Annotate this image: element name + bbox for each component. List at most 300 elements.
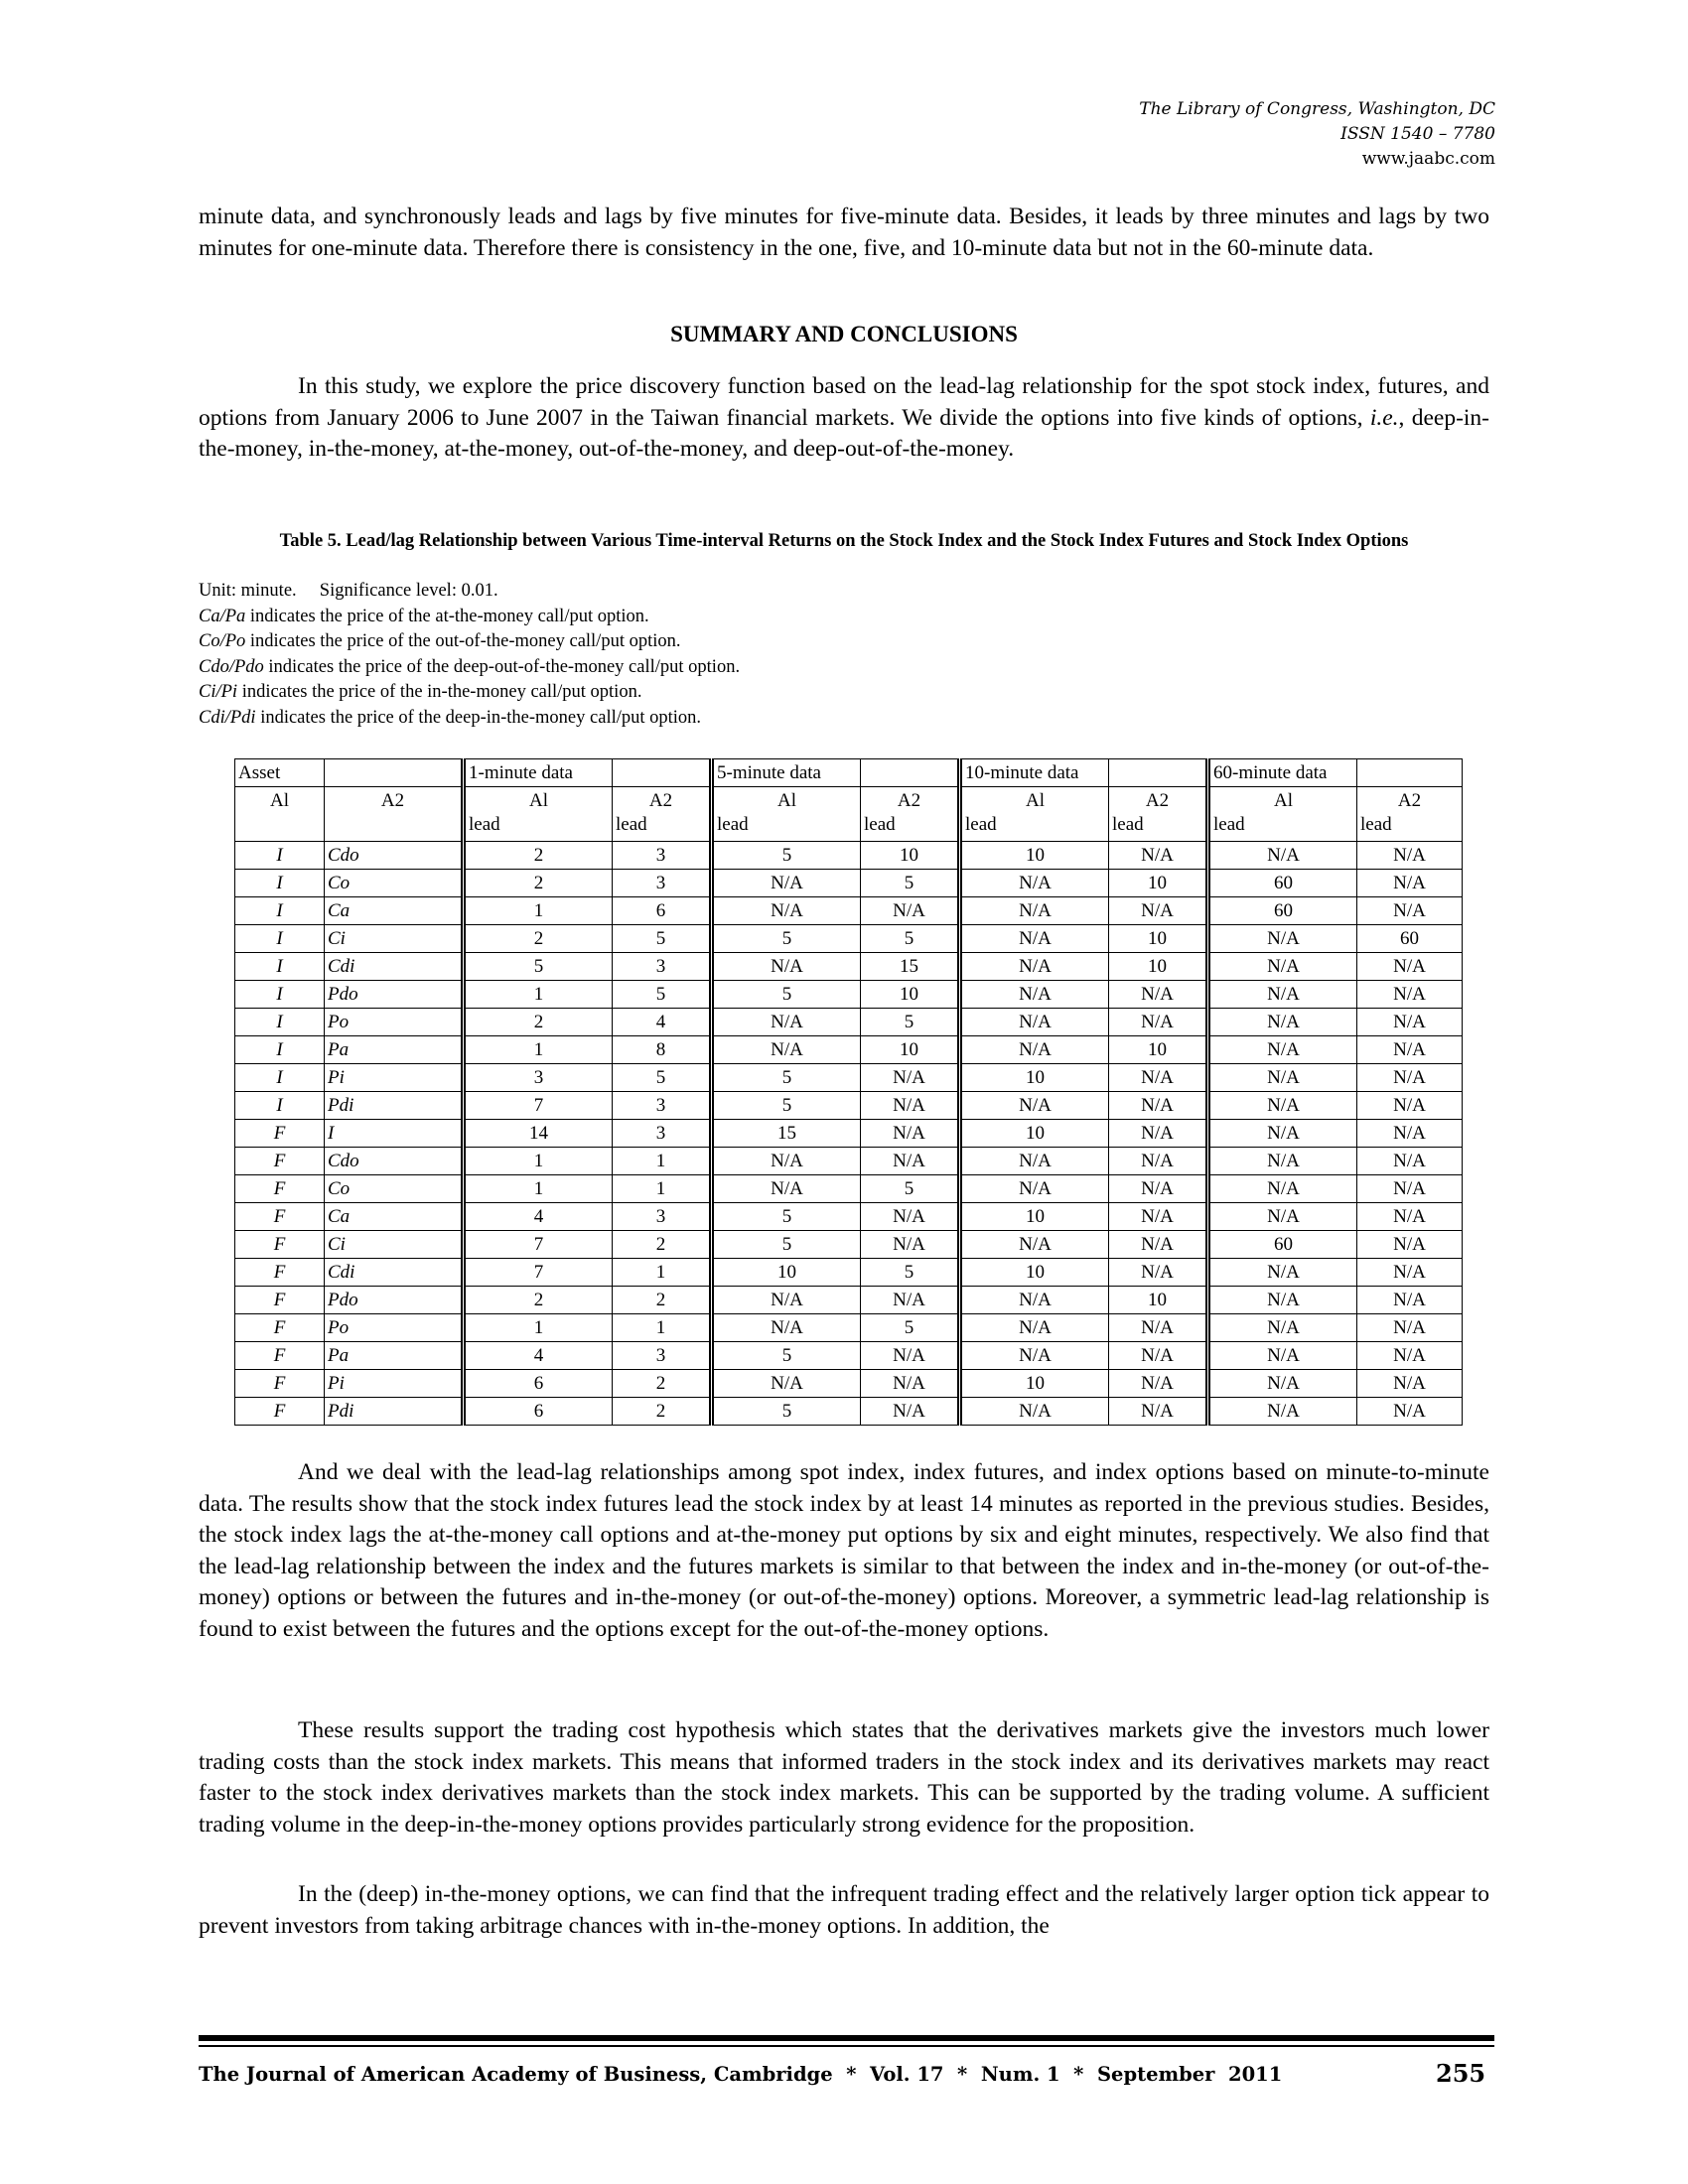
header-issn: ISSN 1540 – 7780	[1340, 124, 1495, 144]
lead-value-cell: 5	[712, 1342, 861, 1370]
table-row	[235, 1342, 1463, 1370]
asset-a1-cell: I	[235, 842, 325, 870]
summary-text-ie: i.e.	[1369, 404, 1399, 431]
lead-value-cell: N/A	[712, 1287, 861, 1314]
lead-value-cell: 5	[613, 925, 712, 953]
lead-value-cell: N/A	[1109, 1203, 1208, 1231]
table-row	[235, 1120, 1463, 1148]
lead-value-cell: 10	[960, 842, 1109, 870]
lead-value-cell: 3	[464, 1064, 613, 1092]
note-code: Co/Po	[199, 631, 246, 651]
lead-value-cell: 2	[613, 1231, 712, 1259]
lead-value-cell: N/A	[861, 1148, 960, 1175]
lead-value-cell: N/A	[1208, 981, 1357, 1009]
lead-value-cell: 7	[464, 1259, 613, 1287]
lead-value-cell: 5	[861, 870, 960, 897]
group-header-row	[235, 759, 1463, 787]
lead-value-cell: N/A	[960, 1231, 1109, 1259]
header-asset: Asset	[235, 759, 325, 787]
note-line	[199, 629, 740, 655]
lead-value-cell: 6	[464, 1370, 613, 1398]
lead-value-cell: 3	[613, 1120, 712, 1148]
note-text: indicates the price of the deep-out-of-the-money call/put option.	[263, 656, 741, 677]
lead-value-cell: 4	[464, 1203, 613, 1231]
table-row	[235, 1009, 1463, 1036]
header-a2-lead-bottom: lead	[1112, 814, 1144, 835]
asset-a1-cell: I	[235, 925, 325, 953]
asset-a2-cell: Cdi	[325, 953, 464, 981]
lead-value-cell: N/A	[960, 1342, 1109, 1370]
asset-a1-cell: F	[235, 1203, 325, 1231]
lead-value-cell: 8	[613, 1036, 712, 1064]
lead-value-cell: N/A	[712, 1314, 861, 1342]
header-blank	[1109, 759, 1208, 787]
header-a2-lead-bottom: lead	[1360, 814, 1392, 835]
lead-value-cell: 5	[712, 1092, 861, 1120]
lead-value-cell: 10	[960, 1370, 1109, 1398]
lead-value-cell: N/A	[712, 1148, 861, 1175]
asset-a1-cell: F	[235, 1231, 325, 1259]
table-row	[235, 1203, 1463, 1231]
asset-a1-cell: F	[235, 1342, 325, 1370]
footer-journal: The Journal of American Academy of Business, Cambridge * Vol. 17 * Num. 1 * September 2011	[199, 2063, 1283, 2086]
lead-value-cell: N/A	[712, 870, 861, 897]
lead-value-cell: 4	[613, 1009, 712, 1036]
lead-value-cell: N/A	[960, 1036, 1109, 1064]
header-a2-lead-top: A2	[897, 790, 921, 811]
lead-value-cell: N/A	[712, 1175, 861, 1203]
asset-a2-cell: Pi	[325, 1370, 464, 1398]
sub-header-row	[235, 787, 1463, 842]
lead-value-cell: N/A	[1208, 1064, 1357, 1092]
lead-value-cell: 2	[613, 1398, 712, 1426]
lead-value-cell: 3	[613, 953, 712, 981]
in-the-money-paragraph: In the (deep) in-the-money options, we can find that the infrequent trading effect and the relatively larger option tick appear to prevent investors from taking arbitrage chances with in-the-money options. In addition, the	[199, 1881, 1489, 1939]
asset-a2-cell: Pa	[325, 1342, 464, 1370]
lead-value-cell: 15	[712, 1120, 861, 1148]
table-body	[235, 842, 1463, 1426]
lead-value-cell: 5	[712, 1398, 861, 1426]
asset-a1-cell: I	[235, 953, 325, 981]
table-row	[235, 1370, 1463, 1398]
lead-value-cell: N/A	[861, 1064, 960, 1092]
lead-value-cell: N/A	[1357, 1009, 1463, 1036]
lead-value-cell: N/A	[960, 870, 1109, 897]
asset-a2-cell: Ci	[325, 1231, 464, 1259]
table-row	[235, 981, 1463, 1009]
lead-value-cell: 5	[861, 925, 960, 953]
lead-value-cell: N/A	[1208, 1370, 1357, 1398]
header-a1-lead-bottom: lead	[717, 814, 749, 835]
lead-value-cell: 10	[1109, 1287, 1208, 1314]
header-a1-lead-bottom: lead	[1213, 814, 1245, 835]
asset-a1-cell: F	[235, 1314, 325, 1342]
lead-value-cell: N/A	[1109, 1398, 1208, 1426]
lead-value-cell: 7	[464, 1092, 613, 1120]
header-10-minute: 10-minute data	[960, 759, 1109, 787]
lead-value-cell: 1	[613, 1314, 712, 1342]
lead-value-cell: 14	[464, 1120, 613, 1148]
lead-value-cell: 5	[464, 953, 613, 981]
asset-a2-cell: Co	[325, 870, 464, 897]
lead-value-cell: 5	[712, 1203, 861, 1231]
asset-a2-cell: Pi	[325, 1064, 464, 1092]
asset-a1-cell: F	[235, 1259, 325, 1287]
asset-a1-cell: I	[235, 1064, 325, 1092]
lead-value-cell: N/A	[960, 1009, 1109, 1036]
table-row	[235, 1175, 1463, 1203]
header-a1-lead	[712, 787, 861, 842]
lead-value-cell: 10	[960, 1203, 1109, 1231]
lead-value-cell: N/A	[1109, 1120, 1208, 1148]
header-a2-lead	[1357, 787, 1463, 842]
lead-value-cell: N/A	[1357, 1120, 1463, 1148]
lead-value-cell: N/A	[1208, 1009, 1357, 1036]
lead-value-cell: N/A	[1208, 925, 1357, 953]
header-blank	[325, 759, 464, 787]
header-5-minute: 5-minute data	[712, 759, 861, 787]
header-blank	[861, 759, 960, 787]
lead-value-cell: N/A	[712, 897, 861, 925]
lead-value-cell: N/A	[1357, 1064, 1463, 1092]
lead-value-cell: N/A	[861, 1120, 960, 1148]
asset-a2-cell: Pdi	[325, 1398, 464, 1426]
lead-value-cell: N/A	[1357, 842, 1463, 870]
page-number: 255	[1436, 2059, 1486, 2088]
section-heading: SUMMARY AND CONCLUSIONS	[670, 322, 1018, 346]
lead-value-cell: N/A	[1109, 1092, 1208, 1120]
lead-value-cell: 2	[464, 842, 613, 870]
lead-value-cell: N/A	[712, 1009, 861, 1036]
header-a2-lead-top: A2	[1397, 790, 1422, 811]
lead-value-cell: N/A	[1109, 981, 1208, 1009]
lead-value-cell: N/A	[712, 1036, 861, 1064]
lead-value-cell: N/A	[1208, 1120, 1357, 1148]
lead-value-cell: N/A	[1357, 870, 1463, 897]
note-line	[199, 680, 740, 706]
lead-value-cell: 3	[613, 870, 712, 897]
running-header	[1139, 97, 1495, 172]
lead-value-cell: 10	[861, 842, 960, 870]
lead-value-cell: N/A	[1357, 897, 1463, 925]
asset-a1-cell: F	[235, 1175, 325, 1203]
lead-value-cell: N/A	[1357, 1092, 1463, 1120]
lead-value-cell: 10	[861, 981, 960, 1009]
lead-value-cell: N/A	[1357, 1342, 1463, 1370]
lead-value-cell: 10	[1109, 953, 1208, 981]
lead-value-cell: 5	[712, 925, 861, 953]
lead-value-cell: N/A	[1208, 1314, 1357, 1342]
lead-value-cell: 2	[464, 1287, 613, 1314]
note-code: Ci/Pi	[199, 682, 238, 702]
lead-value-cell: N/A	[960, 897, 1109, 925]
lead-value-cell: N/A	[1109, 1342, 1208, 1370]
lead-value-cell: 5	[712, 1064, 861, 1092]
lead-value-cell: N/A	[1109, 1231, 1208, 1259]
lead-value-cell: N/A	[1208, 1092, 1357, 1120]
asset-a1-cell: I	[235, 1092, 325, 1120]
header-a1-lead-bottom: lead	[965, 814, 997, 835]
asset-a1-cell: F	[235, 1120, 325, 1148]
lead-value-cell: N/A	[1357, 1036, 1463, 1064]
header-a1-lead-top: Al	[777, 790, 796, 811]
lead-value-cell: N/A	[1357, 1287, 1463, 1314]
lead-value-cell: N/A	[960, 1287, 1109, 1314]
table-row	[235, 1036, 1463, 1064]
note-text: indicates the price of the deep-in-the-money call/put option.	[255, 707, 702, 728]
note-text: indicates the price of the out-of-the-money call/put option.	[245, 631, 681, 651]
lead-value-cell: N/A	[960, 925, 1109, 953]
lead-value-cell: 10	[1109, 1036, 1208, 1064]
table-row	[235, 1148, 1463, 1175]
lead-value-cell: 7	[464, 1231, 613, 1259]
asset-a2-cell: Cdi	[325, 1259, 464, 1287]
lead-value-cell: 5	[712, 981, 861, 1009]
header-a2-lead-top: A2	[1145, 790, 1170, 811]
asset-a2-cell: Ca	[325, 897, 464, 925]
lead-value-cell: 1	[464, 1314, 613, 1342]
lead-value-cell: 60	[1208, 1231, 1357, 1259]
lead-value-cell: N/A	[960, 1092, 1109, 1120]
lead-value-cell: N/A	[1109, 1370, 1208, 1398]
lead-value-cell: N/A	[1109, 1175, 1208, 1203]
lead-value-cell: N/A	[1357, 1370, 1463, 1398]
lead-value-cell: N/A	[1109, 1259, 1208, 1287]
lead-value-cell: N/A	[1208, 1259, 1357, 1287]
header-blank	[613, 759, 712, 787]
asset-a2-cell: Po	[325, 1009, 464, 1036]
table-row	[235, 1092, 1463, 1120]
lead-value-cell: 1	[613, 1259, 712, 1287]
header-a2-lead	[861, 787, 960, 842]
lead-value-cell: N/A	[861, 897, 960, 925]
lead-value-cell: N/A	[1109, 1009, 1208, 1036]
results-paragraph: And we deal with the lead-lag relationships among spot index, index futures, and index options based on minute-to-minute data. The results show that the stock index futures lead the stock index by at least 14 minutes as reported in the previous studies. Besides, the stock index lags the at-the-money call options and at-the-money put options by six and eight minutes, respectively. We also find that the lead-lag relationship between the index and the futures markets is similar to that between the index and in-the-money (or out-of-the-money) options or between the futures and in-the-money (or out-of-the-money) options. Moreover, a symmetric lead-lag relationship is found to exist between the futures and the options except for the out-of-the-money options.	[199, 1459, 1489, 1642]
lead-value-cell: 1	[464, 897, 613, 925]
header-a2-lead-bottom: lead	[864, 814, 896, 835]
header-url[interactable]: www.jaabc.com	[1361, 149, 1495, 169]
summary-text-before: In this study, we explore the price discovery function based on the lead-lag relationship for the spot stock index, futures, and options from January 2006 to June 2007 in the Taiwan financial markets. We divide the options into five kinds of options,	[199, 373, 1489, 431]
lead-value-cell: 10	[1109, 870, 1208, 897]
asset-a1-cell: I	[235, 897, 325, 925]
lead-value-cell: N/A	[1109, 897, 1208, 925]
note-text: indicates the price of the at-the-money call/put option.	[245, 606, 649, 626]
header-a2-lead	[613, 787, 712, 842]
header-a2-lead	[1109, 787, 1208, 842]
note-code: Ca/Pa	[199, 606, 246, 626]
lead-value-cell: 5	[613, 981, 712, 1009]
lead-value-cell: N/A	[1208, 1148, 1357, 1175]
lead-value-cell: 5	[712, 842, 861, 870]
asset-a1-cell: I	[235, 870, 325, 897]
lead-value-cell: N/A	[1357, 1203, 1463, 1231]
lead-value-cell: N/A	[1208, 1287, 1357, 1314]
lead-value-cell: 5	[861, 1175, 960, 1203]
table-row	[235, 842, 1463, 870]
header-60-minute: 60-minute data	[1208, 759, 1357, 787]
footer-rule-thin	[199, 2045, 1494, 2047]
lead-value-cell: 3	[613, 1203, 712, 1231]
trading-cost-paragraph: These results support the trading cost hypothesis which states that the derivatives markets give the investors much lower trading costs than the stock index markets. This means that informed traders in the stock index and its derivatives markets may react faster to the stock index derivatives markets than the stock index markets. This can be supported by the trading volume. A sufficient trading volume in the deep-in-the-money options provides particularly strong evidence for the proposition.	[199, 1717, 1489, 1838]
asset-a1-cell: F	[235, 1287, 325, 1314]
asset-a2-cell: Ca	[325, 1203, 464, 1231]
lead-value-cell: 1	[613, 1175, 712, 1203]
note-line	[199, 655, 740, 681]
lead-value-cell: 3	[613, 842, 712, 870]
lead-value-cell: N/A	[960, 1175, 1109, 1203]
lead-value-cell: 3	[613, 1342, 712, 1370]
lead-value-cell: N/A	[861, 1203, 960, 1231]
note-code: Cdo/Pdo	[199, 656, 264, 677]
lead-value-cell: N/A	[960, 953, 1109, 981]
lead-value-cell: N/A	[861, 1370, 960, 1398]
asset-a2-cell: Co	[325, 1175, 464, 1203]
header-library: The Library of Congress, Washington, DC	[1139, 99, 1495, 119]
header-a2-lead-top: A2	[648, 790, 673, 811]
header-a1-lead-bottom: lead	[469, 814, 500, 835]
lead-value-cell: 3	[613, 1092, 712, 1120]
lead-value-cell: 5	[861, 1009, 960, 1036]
asset-a2-cell: Po	[325, 1314, 464, 1342]
lead-value-cell: N/A	[1357, 1175, 1463, 1203]
asset-a2-cell: Pdi	[325, 1092, 464, 1120]
asset-a2-cell: Pdo	[325, 1287, 464, 1314]
lead-value-cell: 10	[1109, 925, 1208, 953]
asset-a1-cell: F	[235, 1148, 325, 1175]
lead-value-cell: N/A	[960, 1148, 1109, 1175]
asset-a1-cell: I	[235, 1036, 325, 1064]
lead-value-cell: N/A	[1109, 1148, 1208, 1175]
lead-value-cell: N/A	[1357, 1314, 1463, 1342]
lead-value-cell: N/A	[1357, 1398, 1463, 1426]
lead-value-cell: 1	[464, 1036, 613, 1064]
lead-value-cell: 15	[861, 953, 960, 981]
lead-value-cell: 60	[1208, 897, 1357, 925]
lead-value-cell: N/A	[1208, 842, 1357, 870]
lead-lag-table	[234, 758, 1463, 1426]
table-row	[235, 1064, 1463, 1092]
summary-paragraph	[199, 371, 1489, 466]
lead-value-cell: N/A	[861, 1398, 960, 1426]
header-a1-lead	[464, 787, 613, 842]
lead-value-cell: 2	[613, 1370, 712, 1398]
table-title: Table 5. Lead/lag Relationship between Various Time-interval Returns on the Stock Index and the Stock Index Futures and Stock Index Options	[279, 531, 1409, 551]
lead-value-cell: N/A	[960, 1314, 1109, 1342]
lead-value-cell: N/A	[1357, 981, 1463, 1009]
lead-value-cell: 60	[1357, 925, 1463, 953]
lead-value-cell: 10	[712, 1259, 861, 1287]
footer-rule-thick	[199, 2035, 1494, 2041]
table-row	[235, 1287, 1463, 1314]
asset-a2-cell: Pa	[325, 1036, 464, 1064]
lead-value-cell: N/A	[712, 1370, 861, 1398]
lead-value-cell: 1	[464, 1148, 613, 1175]
note-text: indicates the price of the in-the-money call/put option.	[237, 682, 642, 702]
asset-a1-cell: I	[235, 981, 325, 1009]
lead-value-cell: N/A	[1208, 1203, 1357, 1231]
lead-value-cell: 10	[960, 1259, 1109, 1287]
lead-value-cell: N/A	[1109, 842, 1208, 870]
lead-value-cell: 10	[960, 1120, 1109, 1148]
lead-value-cell: N/A	[1109, 1064, 1208, 1092]
asset-a2-cell: I	[325, 1120, 464, 1148]
lead-value-cell: 1	[464, 1175, 613, 1203]
table-row	[235, 953, 1463, 981]
header-a1: Al	[235, 787, 325, 842]
lead-value-cell: N/A	[1208, 953, 1357, 981]
asset-a2-cell: Pdo	[325, 981, 464, 1009]
table-notes	[199, 579, 740, 731]
lead-value-cell: N/A	[861, 1092, 960, 1120]
lead-value-cell: 2	[464, 1009, 613, 1036]
lead-value-cell: N/A	[1357, 1259, 1463, 1287]
unit-line: Unit: minute. Significance level: 0.01.	[199, 581, 498, 601]
header-a2: A2	[325, 787, 464, 842]
asset-a2-cell: Ci	[325, 925, 464, 953]
asset-a1-cell: F	[235, 1370, 325, 1398]
header-a1-lead	[960, 787, 1109, 842]
lead-value-cell: N/A	[1208, 1342, 1357, 1370]
lead-value-cell: 5	[861, 1314, 960, 1342]
header-a1-lead-top: Al	[529, 790, 548, 811]
table-row	[235, 1398, 1463, 1426]
lead-value-cell: N/A	[712, 953, 861, 981]
asset-a2-cell: Cdo	[325, 842, 464, 870]
asset-a2-cell: Cdo	[325, 1148, 464, 1175]
lead-value-cell: 5	[712, 1231, 861, 1259]
table-row	[235, 925, 1463, 953]
summary-text-after: , deep-in-the-money, in-the-money, at-the-money, out-of-the-money, and deep-out-of-the-money.	[199, 404, 1489, 462]
note-line	[199, 605, 740, 630]
lead-value-cell: 2	[613, 1287, 712, 1314]
asset-a1-cell: F	[235, 1398, 325, 1426]
table-row	[235, 870, 1463, 897]
lead-value-cell: N/A	[960, 1398, 1109, 1426]
lead-value-cell: 1	[464, 981, 613, 1009]
lead-value-cell: N/A	[1208, 1175, 1357, 1203]
lead-value-cell: 6	[464, 1398, 613, 1426]
intro-paragraph: minute data, and synchronously leads and lags by five minutes for five-minute data. Besides, it leads by three minutes and lags by two minutes for one-minute data. Therefore there is consistency in the one, five, and 10-minute data but not in the 60-minute data.	[199, 204, 1489, 261]
lead-value-cell: 10	[861, 1036, 960, 1064]
header-a1-lead	[1208, 787, 1357, 842]
table-row	[235, 1231, 1463, 1259]
lead-value-cell: N/A	[1357, 1231, 1463, 1259]
lead-value-cell: N/A	[1109, 1314, 1208, 1342]
note-code: Cdi/Pdi	[199, 707, 256, 728]
lead-value-cell: 5	[613, 1064, 712, 1092]
asset-a1-cell: I	[235, 1009, 325, 1036]
lead-value-cell: 2	[464, 925, 613, 953]
table-row	[235, 1314, 1463, 1342]
lead-value-cell: N/A	[861, 1287, 960, 1314]
header-blank	[1357, 759, 1463, 787]
header-a2-lead-bottom: lead	[616, 814, 647, 835]
header-1-minute: 1-minute data	[464, 759, 613, 787]
lead-value-cell: N/A	[861, 1342, 960, 1370]
lead-value-cell: 1	[613, 1148, 712, 1175]
lead-value-cell: 6	[613, 897, 712, 925]
lead-value-cell: N/A	[1208, 1398, 1357, 1426]
header-a1-lead-top: Al	[1026, 790, 1045, 811]
table-row	[235, 897, 1463, 925]
note-line	[199, 706, 740, 732]
lead-value-cell: 10	[960, 1064, 1109, 1092]
lead-value-cell: N/A	[1208, 1036, 1357, 1064]
lead-value-cell: N/A	[861, 1231, 960, 1259]
header-a1-lead-top: Al	[1274, 790, 1293, 811]
lead-value-cell: N/A	[1357, 953, 1463, 981]
lead-value-cell: 5	[861, 1259, 960, 1287]
